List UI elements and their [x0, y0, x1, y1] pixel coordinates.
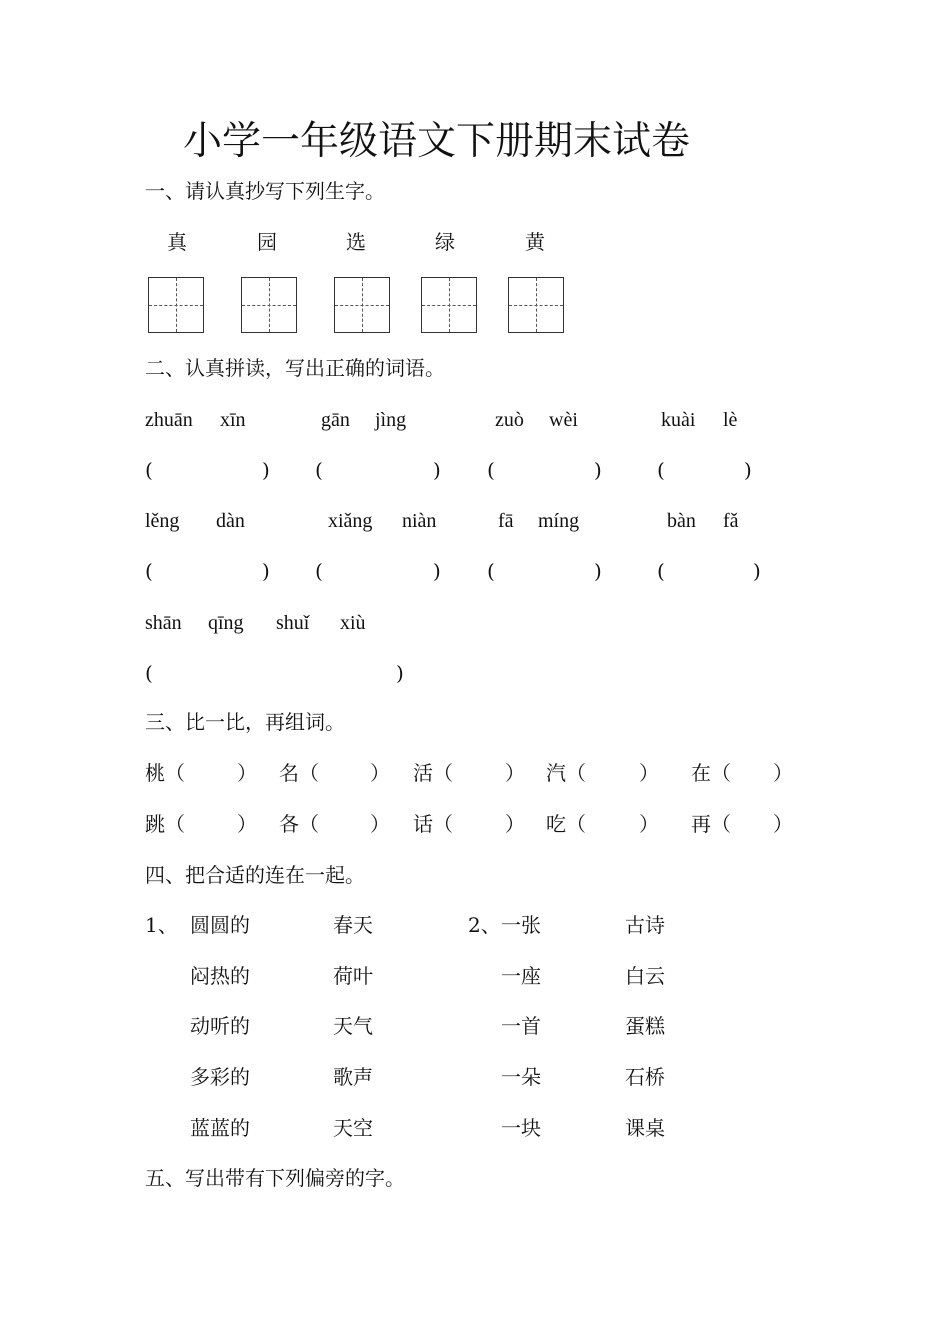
answer-paren-close: ): [594, 559, 602, 583]
match-item[interactable]: 蛋糕: [625, 1014, 665, 1038]
pinyin-syllable: kuài: [661, 409, 696, 431]
match-item[interactable]: 一张: [501, 913, 541, 937]
match-item[interactable]: 天空: [333, 1116, 373, 1140]
pinyin-syllable: dàn: [216, 510, 245, 532]
answer-paren-open[interactable]: (: [315, 559, 323, 583]
answer-paren-close: ): [433, 559, 441, 583]
answer-paren-close: ): [396, 661, 404, 685]
compare-close: ）: [773, 761, 793, 785]
answer-paren-open[interactable]: (: [487, 559, 495, 583]
match-item[interactable]: 圆圆的: [190, 913, 250, 937]
pinyin-syllable: zuò: [495, 409, 524, 431]
pinyin-syllable: qīng: [208, 612, 244, 634]
practice-char: 绿: [435, 230, 455, 254]
answer-paren-close: ): [744, 458, 752, 482]
answer-paren-open[interactable]: (: [145, 559, 153, 583]
pinyin-syllable: lè: [723, 409, 738, 431]
writing-grid-box[interactable]: [241, 277, 297, 333]
match-item[interactable]: 一座: [501, 964, 541, 988]
page-title: 小学一年级语文下册期末试卷: [183, 119, 691, 164]
answer-paren-open[interactable]: (: [487, 458, 495, 482]
section-2-heading: 二、认真拼读，写出正确的词语。: [145, 356, 445, 380]
compare-close: ）: [773, 812, 793, 836]
writing-grid-box[interactable]: [508, 277, 564, 333]
compare-close: ）: [639, 761, 659, 785]
match-item[interactable]: 天气: [333, 1014, 373, 1038]
writing-grid-box[interactable]: [421, 277, 477, 333]
match-item[interactable]: 多彩的: [190, 1065, 250, 1089]
compare-char: 再（: [691, 812, 731, 836]
pinyin-syllable: xīn: [220, 409, 246, 431]
answer-paren-close: ): [433, 458, 441, 482]
section-3-heading: 三、比一比，再组词。: [145, 710, 345, 734]
match-item[interactable]: 动听的: [190, 1014, 250, 1038]
match-item[interactable]: 闷热的: [190, 964, 250, 988]
compare-char: 汽（: [546, 761, 586, 785]
section-4-heading: 四、把合适的连在一起。: [145, 863, 365, 887]
practice-char: 真: [167, 230, 187, 254]
compare-char: 跳（: [145, 812, 185, 836]
answer-paren-open[interactable]: (: [145, 458, 153, 482]
compare-char: 名（: [279, 761, 319, 785]
writing-grid-box[interactable]: [334, 277, 390, 333]
group-2-label: 2、: [468, 913, 501, 937]
pinyin-syllable: shuǐ: [276, 612, 310, 634]
match-item[interactable]: 歌声: [333, 1065, 373, 1089]
match-item[interactable]: 一首: [501, 1014, 541, 1038]
compare-char: 桃（: [145, 761, 185, 785]
pinyin-syllable: niàn: [402, 510, 437, 532]
writing-grid-box[interactable]: [148, 277, 204, 333]
match-item[interactable]: 一块: [501, 1116, 541, 1140]
practice-char: 黄: [525, 230, 545, 254]
compare-char: 吃（: [546, 812, 586, 836]
match-item[interactable]: 石桥: [625, 1065, 665, 1089]
pinyin-syllable: shān: [145, 612, 182, 634]
match-item[interactable]: 蓝蓝的: [190, 1116, 250, 1140]
answer-paren-open[interactable]: (: [315, 458, 323, 482]
answer-paren-close: ): [753, 559, 761, 583]
match-item[interactable]: 古诗: [625, 913, 665, 937]
compare-char: 话（: [413, 812, 453, 836]
practice-char: 园: [257, 230, 277, 254]
pinyin-syllable: jìng: [375, 409, 407, 431]
pinyin-syllable: fǎ: [723, 510, 739, 532]
pinyin-syllable: gān: [321, 409, 350, 431]
match-item[interactable]: 春天: [333, 913, 373, 937]
compare-char: 各（: [279, 812, 319, 836]
answer-paren-close: ): [262, 559, 270, 583]
answer-paren-open[interactable]: (: [657, 458, 665, 482]
section-1-heading: 一、请认真抄写下列生字。: [145, 179, 385, 203]
compare-close: ）: [237, 812, 257, 836]
pinyin-syllable: xiǎng: [328, 510, 373, 532]
pinyin-syllable: zhuān: [145, 409, 193, 431]
match-item[interactable]: 荷叶: [333, 964, 373, 988]
match-item[interactable]: 课桌: [625, 1116, 665, 1140]
compare-close: ）: [639, 812, 659, 836]
pinyin-syllable: wèi: [549, 409, 578, 431]
answer-paren-close: ): [262, 458, 270, 482]
compare-char: 在（: [691, 761, 731, 785]
match-item[interactable]: 白云: [625, 964, 665, 988]
compare-close: ）: [370, 761, 390, 785]
pinyin-syllable: lěng: [145, 510, 180, 532]
practice-char: 选: [346, 230, 366, 254]
pinyin-syllable: míng: [538, 510, 580, 532]
section-5-heading: 五、写出带有下列偏旁的字。: [145, 1166, 405, 1190]
group-1-label: 1、: [145, 913, 178, 937]
match-item[interactable]: 一朵: [501, 1065, 541, 1089]
compare-close: ）: [505, 812, 525, 836]
answer-paren-open[interactable]: (: [145, 661, 153, 685]
pinyin-syllable: bàn: [667, 510, 696, 532]
compare-close: ）: [237, 761, 257, 785]
pinyin-syllable: xiù: [340, 612, 366, 634]
compare-close: ）: [505, 761, 525, 785]
compare-char: 活（: [413, 761, 453, 785]
answer-paren-close: ): [594, 458, 602, 482]
answer-paren-open[interactable]: (: [657, 559, 665, 583]
compare-close: ）: [370, 812, 390, 836]
pinyin-syllable: fā: [498, 510, 514, 532]
